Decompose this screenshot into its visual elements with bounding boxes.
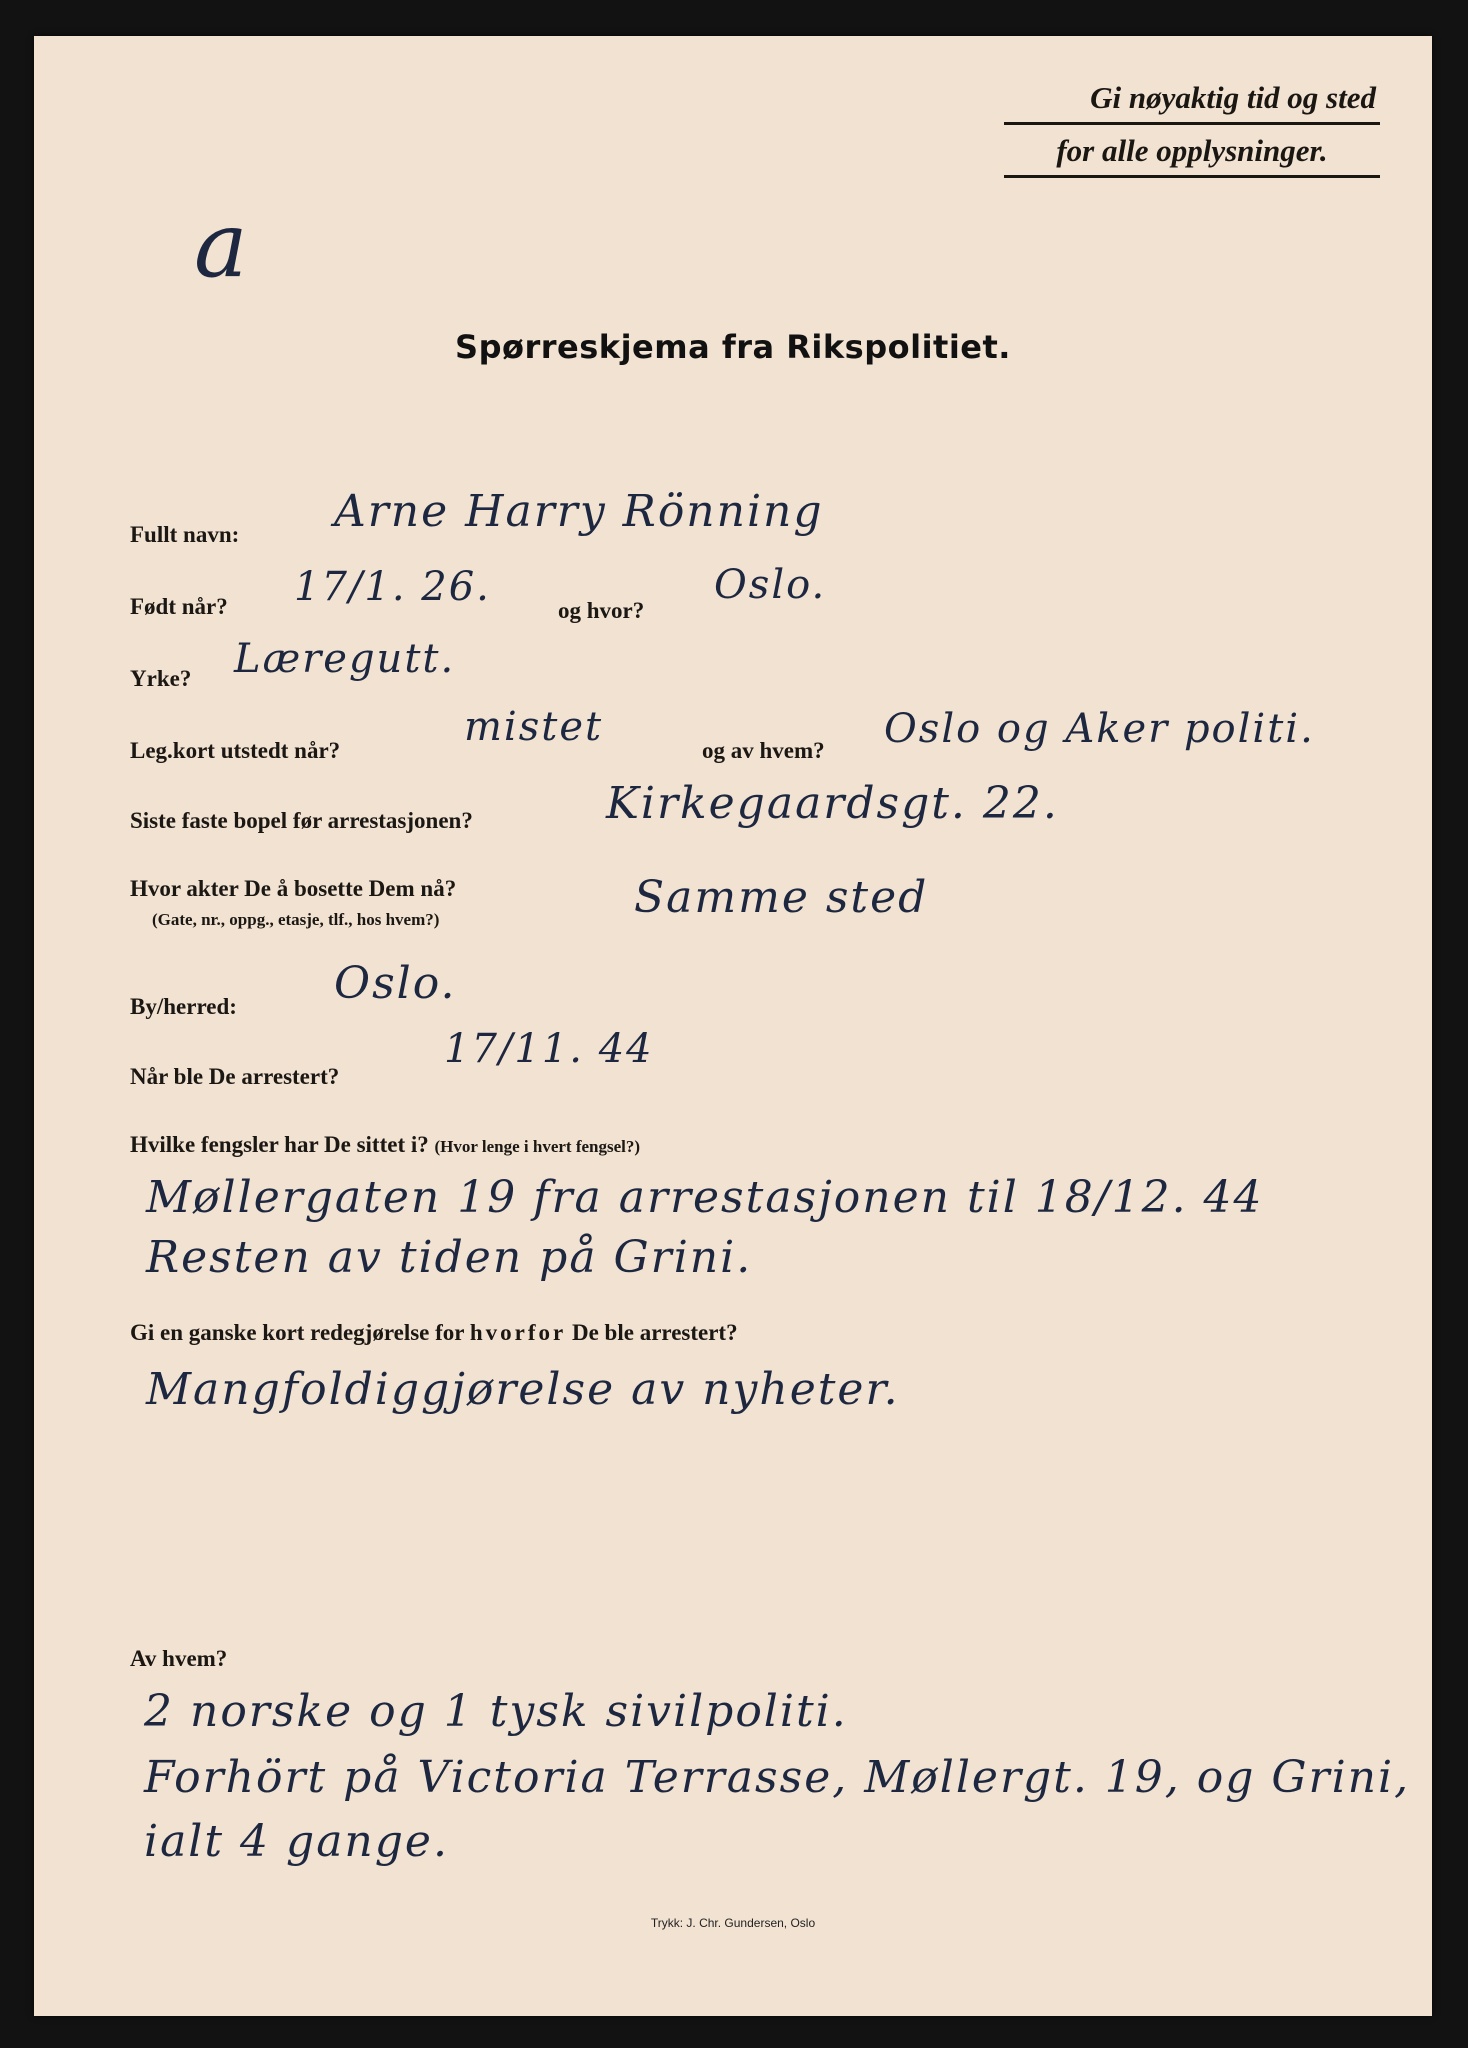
born-where-label: og hvor? xyxy=(558,598,645,623)
arrested-by-value-line-2: Forhört på Victoria Terrasse, Møllergt. 19, og Grini, xyxy=(144,1752,1411,1803)
form-sheet xyxy=(34,36,1432,2016)
instruction-line-1: Gi nøyaktig tid og sted xyxy=(1090,80,1376,115)
born-when-label: Født når? xyxy=(130,594,228,619)
town-value: Oslo. xyxy=(334,958,457,1009)
arrest-reason-label-emphasis: hvorfor xyxy=(469,1320,567,1345)
arrest-date-label: Når ble De arrestert? xyxy=(130,1064,340,1089)
handwritten-corner-mark xyxy=(184,186,284,306)
arrest-reason-label xyxy=(130,1320,738,1346)
arrested-by-value-line-1: 2 norske og 1 tysk sivilpoliti. xyxy=(144,1686,848,1737)
future-residence-label: Hvor akter De å bosette Dem nå? xyxy=(130,876,457,901)
prisons-value-line-2: Resten av tiden på Grini. xyxy=(146,1232,753,1283)
instruction-divider xyxy=(1004,122,1380,125)
arrest-date-value: 17/11. 44 xyxy=(444,1026,654,1072)
arrested-by-value-line-3: ialt 4 gange. xyxy=(144,1816,449,1867)
born-where-value: Oslo. xyxy=(714,562,827,608)
id-card-issued-value: mistet xyxy=(464,704,604,750)
instruction-line-2: for alle opplysninger. xyxy=(1056,133,1328,168)
occupation-label: Yrke? xyxy=(130,666,192,691)
form-title: Spørreskjema fra Rikspolitiet. xyxy=(455,328,1011,366)
prisons-value-line-1: Møllergaten 19 fra arrestasjonen til 18/12. 44 xyxy=(146,1172,1264,1223)
prisons-label xyxy=(130,1132,640,1158)
last-residence-label: Siste faste bopel før arrestasjonen? xyxy=(130,808,473,833)
prisons-hint: (Hvor lenge i hvert fengsel?) xyxy=(434,1137,641,1156)
arrest-reason-label-start: Gi en ganske kort redegjørelse for xyxy=(130,1320,465,1345)
instruction-box xyxy=(1004,80,1380,178)
arrest-reason-value: Mangfoldiggjørelse av nyheter. xyxy=(146,1364,900,1415)
full-name-label: Fullt navn: xyxy=(130,522,240,547)
arrest-reason-label-end: De ble arrestert? xyxy=(571,1320,738,1345)
arrested-by-label: Av hvem? xyxy=(130,1646,228,1671)
corner-mark-letter: a xyxy=(194,193,248,298)
future-residence-value: Samme sted xyxy=(634,872,929,923)
printer-imprint: Trykk: J. Chr. Gundersen, Oslo xyxy=(650,1916,816,1930)
future-residence-hint: (Gate, nr., oppg., etasje, tlf., hos hvem?) xyxy=(152,910,440,929)
town-label: By/herred: xyxy=(130,994,237,1019)
full-name-value: Arne Harry Rönning xyxy=(334,486,824,537)
id-card-issuer-label: og av hvem? xyxy=(702,738,825,763)
last-residence-value: Kirkegaardsgt. 22. xyxy=(606,778,1059,829)
id-card-issued-label: Leg.kort utstedt når? xyxy=(130,738,341,763)
instruction-underline xyxy=(1004,175,1380,178)
born-when-value: 17/1. 26. xyxy=(294,564,491,610)
prisons-question: Hvilke fengsler har De sittet i? xyxy=(130,1132,429,1157)
id-card-issuer-value: Oslo og Aker politi. xyxy=(884,706,1315,752)
occupation-value: Læregutt. xyxy=(234,636,456,682)
